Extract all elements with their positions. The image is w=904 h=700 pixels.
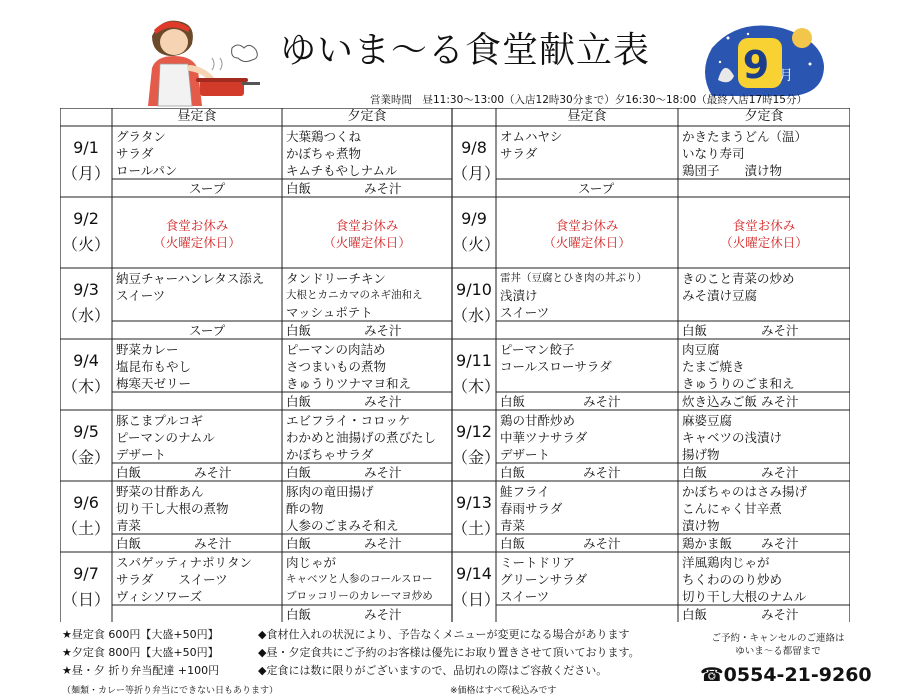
day-date: 9/10 [456,280,492,299]
col-header-dinner-left: 夕定食 [347,109,387,124]
dinner-dish: いなり寿司 [682,146,745,161]
lunch-dish: スパゲッティナポリタン [116,555,253,570]
dinner-dish: 洋風鶏肉じゃが [682,555,770,570]
dinner-dish: キムチもやしナムル [286,163,398,178]
day-date: 9/3 [73,280,99,299]
day-weekday: （土） [61,519,110,538]
dinner-dish: みそ漬け豆腐 [682,288,758,303]
dinner-dish: かぼちゃ煮物 [286,146,362,161]
dinner-dish: タンドリーチキン [286,271,386,286]
dinner-side-rice: 白飯 [286,536,312,551]
contact-info [688,632,868,658]
dinner-dish: キャベツと人参のコールスロー [286,573,433,585]
dinner-dish: こんにゃく甘辛煮 [682,501,782,516]
day-weekday: （金） [452,448,501,467]
col-header-dinner-right: 夕定食 [744,109,784,124]
day-weekday: （火） [452,235,501,254]
dinner-side-soup: みそ汁 [761,394,799,409]
dinner-dish: きゅうりツナマヨ和え [286,376,412,391]
dinner-dish: ピーマンの肉詰め [286,342,386,357]
dinner-dish: ちくわののり炒め [682,572,783,587]
lunch-side-soup: スープ [189,323,226,338]
lunch-side-soup: みそ汁 [194,536,232,551]
lunch-dish: ロールパン [116,163,178,178]
dinner-side-soup: みそ汁 [364,607,402,622]
day-date: 9/8 [461,138,487,157]
lunch-side-soup: スープ [578,181,615,196]
dinner-dish: ブロッコリーのカレーマヨ炒め [286,590,433,602]
month-number: 9 [742,43,770,87]
dinner-side-soup: みそ汁 [364,465,402,480]
lunch-dish: 塩昆布もやし [116,359,192,374]
lunch-dish: 鶏の甘酢炒め [500,413,576,428]
lunch-dish: 豚こまプルコギ [116,413,204,428]
lunch-dish: グラタン [116,129,166,144]
price-dinner: ★夕定食 800円【大盛+50円】 [62,646,219,659]
month-badge [698,22,828,98]
dinner-dish: 鶏団子 漬け物 [682,163,783,178]
day-date: 9/6 [73,493,99,512]
menu-table [60,108,850,622]
price-delivery: ★昼・夕 折り弁当配達 +100円 [62,664,220,677]
price-note: （麺類・カレー等折り弁当にできない日もあります） [62,686,279,696]
phone-number [700,664,872,686]
lunch-side-soup: みそ汁 [583,465,621,480]
dinner-dish: 大葉鶏つくね [286,129,362,144]
dinner-dish: キャベツの浅漬け [682,430,783,445]
dinner-closed: 食堂お休み [732,218,796,233]
lunch-dish: サラダ [500,146,538,161]
day-weekday: （木） [61,377,110,396]
lunch-side-soup: みそ汁 [583,536,621,551]
lunch-side-rice: 白飯 [500,394,526,409]
day-date: 9/11 [456,351,492,370]
note-limited: ◆定食には数に限りがございますので、品切れの際はご容赦ください。 [258,664,608,677]
dinner-dish: 漬け物 [682,518,720,533]
dinner-dish: 肉豆腐 [682,342,720,357]
lunch-side-rice: 白飯 [500,465,526,480]
col-header-lunch-right: 昼定食 [567,109,607,124]
dinner-dish: わかめと油揚げの煮びたし [286,430,437,445]
month-suffix: 月 [779,68,793,84]
lunch-side-soup: みそ汁 [194,465,232,480]
dinner-dish: エビフライ・コロッケ [286,413,411,428]
lunch-dish: 納豆チャーハンレタス添え [116,271,265,286]
price-lunch: ★昼定食 600円【大盛+50円】 [62,628,219,641]
dinner-dish: 切り干し大根のナムル [682,589,807,604]
lunch-dish: デザート [116,447,167,462]
day-date: 9/1 [73,138,99,157]
lunch-dish: 鮭フライ [500,484,550,499]
dinner-side-rice: 鶏かま飯 [682,536,733,551]
lunch-dish: スイーツ [116,288,166,303]
day-date: 9/12 [456,422,492,441]
lunch-closed-note: （火曜定休日） [153,235,241,250]
dinner-dish: 酢の物 [286,501,324,516]
dinner-dish: 豚肉の竜田揚げ [286,484,374,499]
lunch-side-rice: 白飯 [500,536,526,551]
lunch-side-soup: みそ汁 [583,394,621,409]
lunch-dish: 浅漬け [500,288,538,303]
dinner-side-soup: みそ汁 [761,607,799,622]
lunch-dish: 切り干し大根の煮物 [116,501,229,516]
dinner-side-rice: 白飯 [286,465,312,480]
dinner-side-soup: みそ汁 [761,323,799,338]
day-weekday: （月） [61,164,110,183]
phone-text: 0554-21-9260 [723,664,872,686]
dinner-side-rice: 白飯 [286,607,312,622]
lunch-dish: ピーマン餃子 [500,342,575,357]
lunch-dish: 野菜カレー [116,342,179,357]
dinner-dish: きのこと青菜の炒め [682,271,795,286]
lunch-dish: 中華ツナサラダ [500,430,588,445]
lunch-dish: ミートドリア [500,555,576,570]
lunch-dish: サラダ [116,146,154,161]
dinner-side-rice: 炊き込みご飯 [682,394,758,409]
dinner-dish: 肉じゃが [286,555,337,570]
lunch-dish: オムハヤシ [500,129,563,144]
lunch-dish: 青菜 [500,518,526,533]
dinner-closed-note: （火曜定休日） [323,235,411,250]
lunch-side-soup: スープ [189,181,226,196]
dinner-dish: さつまいもの煮物 [286,359,387,374]
day-date: 9/5 [73,422,99,441]
page-title: ゆいま～る食堂献立表 [280,30,651,71]
dinner-dish: かぼちゃサラダ [286,447,374,462]
lunch-dish: ピーマンのナムル [116,430,215,445]
day-weekday: （水） [61,306,110,325]
lunch-dish: 春雨サラダ [500,501,563,516]
day-date: 9/13 [456,493,492,512]
day-weekday: （水） [452,306,501,325]
dinner-side-soup: みそ汁 [364,181,402,196]
lunch-dish: 野菜の甘酢あん [116,484,204,499]
lunch-dish: 青菜 [116,518,142,533]
dinner-side-rice: 白飯 [682,323,708,338]
dinner-closed-note: （火曜定休日） [720,235,808,250]
contact-line-1: ご予約・キャンセルのご連絡は [711,633,845,644]
dinner-dish: かぼちゃのはさみ揚げ [682,484,808,499]
dinner-side-rice: 白飯 [682,465,708,480]
day-weekday: （月） [452,164,501,183]
lunch-dish: サラダ スイーツ [116,572,228,587]
lunch-dish: スイーツ [500,305,550,320]
lunch-side-rice: 白飯 [116,465,142,480]
dinner-dish: きゅうりのごま和え [682,376,795,391]
lunch-closed: 食堂お休み [165,218,229,233]
dinner-dish: 大根とカニカマのネギ油和え [286,289,423,301]
lunch-closed-note: （火曜定休日） [543,235,631,250]
dinner-side-soup: みそ汁 [761,465,799,480]
day-weekday: （木） [452,377,501,396]
dinner-dish: マッシュポテト [286,305,373,320]
day-date: 9/7 [73,564,99,583]
lunch-dish: ヴィシソワーズ [116,589,203,604]
day-date: 9/2 [73,209,99,228]
note-reservation: ◆昼・夕定食共にご予約のお客様は優先にお取り置きさせて頂いております。 [258,646,640,659]
col-header-lunch-left: 昼定食 [177,109,217,124]
lunch-dish: スイーツ [500,589,550,604]
day-date: 9/14 [456,564,492,583]
dinner-closed: 食堂お休み [335,218,399,233]
dinner-side-soup: みそ汁 [364,536,402,551]
day-weekday: （日） [452,590,501,609]
dinner-dish: たまご焼き [682,359,745,374]
dinner-side-rice: 白飯 [286,181,312,196]
lunch-dish: デザート [500,447,551,462]
lunch-side-rice: 白飯 [116,536,142,551]
dinner-dish: かきたまうどん（温） [682,129,808,144]
dinner-dish: 揚げ物 [682,447,720,462]
cooking-woman-illustration [112,8,262,108]
business-hours: 営業時間 昼11:30～13:00（入店12時30分まで）夕16:30～18:00（最終入店17時15分） [370,94,807,106]
day-weekday: （土） [452,519,501,538]
lunch-dish: 梅寒天ゼリー [116,376,192,391]
dinner-dish: 人参のごまみそ和え [286,518,399,533]
dinner-side-soup: みそ汁 [761,536,799,551]
day-date: 9/9 [461,209,487,228]
dinner-side-rice: 白飯 [682,607,708,622]
phone-icon: ☎ [700,664,724,686]
contact-line-2: ゆいま～る都留まで [735,646,821,657]
tax-note: ※価格はすべて税込みです [450,686,557,696]
dinner-dish: 麻婆豆腐 [682,413,733,428]
day-date: 9/4 [73,351,99,370]
lunch-dish: 雷丼（豆腐とひき肉の丼ぶり） [500,272,647,284]
lunch-closed: 食堂お休み [555,218,619,233]
lunch-dish: コールスローサラダ [500,359,612,374]
day-weekday: （火） [61,235,110,254]
dinner-side-rice: 白飯 [286,394,312,409]
day-weekday: （金） [61,448,110,467]
dinner-side-soup: みそ汁 [364,394,402,409]
lunch-dish: グリーンサラダ [500,572,588,587]
dinner-side-soup: みそ汁 [364,323,402,338]
dinner-side-rice: 白飯 [286,323,312,338]
note-menu-change: ◆食材仕入れの状況により、予告なくメニューが変更になる場合があります [258,628,630,641]
day-weekday: （日） [61,590,110,609]
